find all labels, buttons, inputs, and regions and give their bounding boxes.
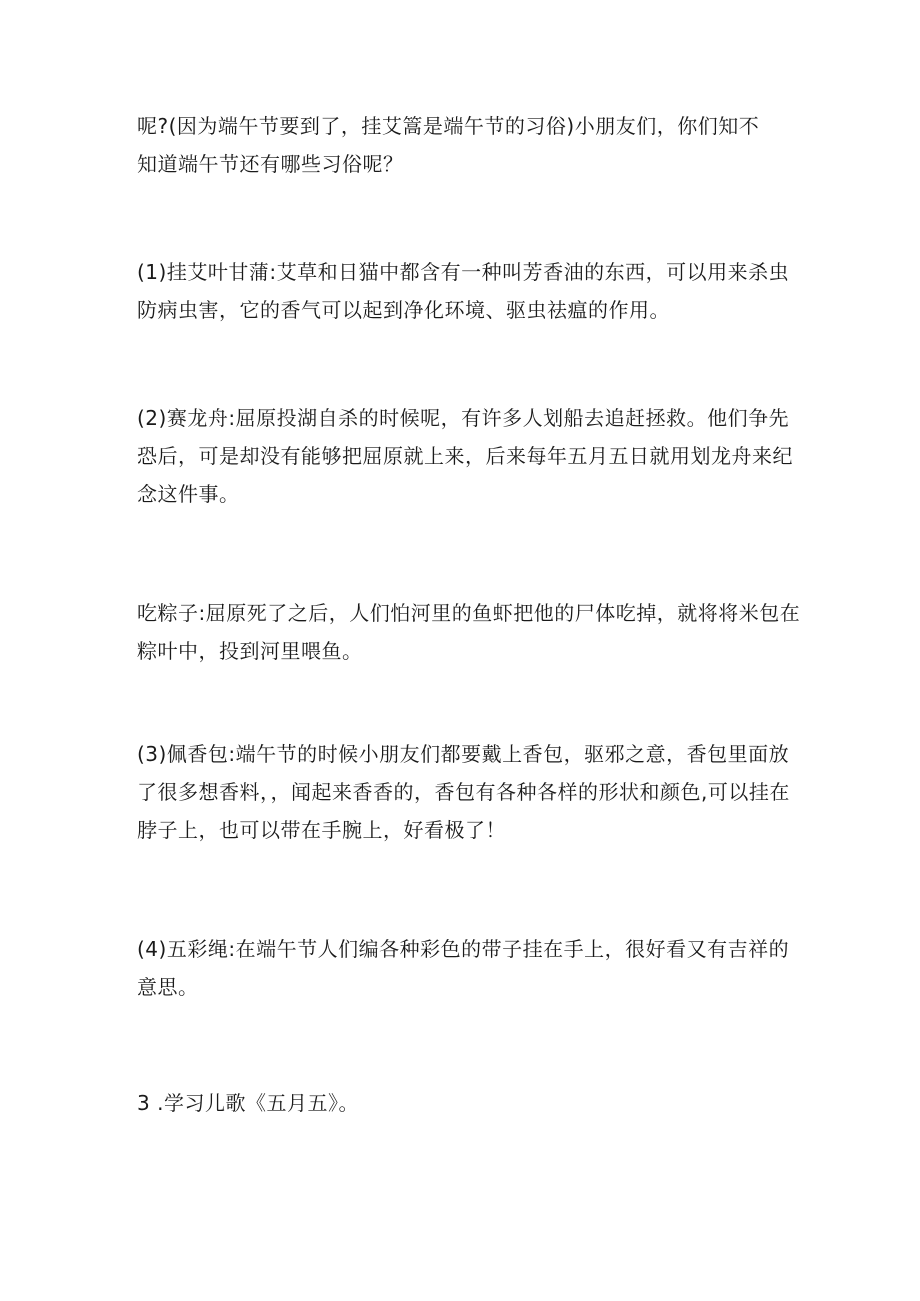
paragraph-line: 脖子上，也可以带在手腕上，好看极了！ (137, 818, 506, 842)
paragraph-line: (3)佩香包:端午节的时候小朋友们都要戴上香包，驱邪之意，香包里面放 (137, 742, 790, 766)
custom-dragon-boat-paragraph (137, 399, 797, 513)
paragraph-line: (2)赛龙舟:屈原投湖自杀的时候呢，有许多人划船去追赶拯救。他们争先 (137, 406, 790, 430)
paragraph-line: (1)挂艾叶甘蒲:艾草和日猫中都含有一种叫芳香油的东西，可以用来杀虫 (137, 260, 790, 284)
paragraph-line: 意思。 (137, 975, 199, 999)
custom-five-color-rope-paragraph (137, 930, 797, 1006)
custom-zongzi-paragraph (137, 594, 801, 670)
paragraph-line: 知道端午节还有哪些习俗呢？ (137, 152, 404, 176)
paragraph-line: 恐后，可是却没有能够把屈原就上来，后来每年五月五日就用划龙舟来纪 (137, 444, 793, 468)
intro-paragraph (137, 107, 797, 183)
paragraph-line: 呢?(因为端午节要到了，挂艾篙是端午节的习俗)小朋友们，你们知不 (137, 114, 760, 138)
paragraph-line: (4)五彩绳:在端午节人们编各种彩色的带子挂在手上，很好看又有吉祥的 (137, 937, 790, 961)
paragraph-line: 念这件事。 (137, 482, 240, 506)
section-heading: 3 .学习儿歌《五月五》。 (137, 1091, 359, 1115)
paragraph-line: 吃粽子:屈原死了之后，人们怕河里的鱼虾把他的尸体吃掉，就将将米包在 (137, 601, 801, 625)
custom-mugwort-paragraph (137, 253, 797, 329)
custom-sachet-paragraph (137, 735, 797, 849)
paragraph-line: 防病虫害，它的香气可以起到净化环境、驱虫祛瘟的作用。 (137, 298, 670, 322)
paragraph-line: 了很多想香料，，闻起来香香的，香包有各种各样的形状和颜色,可以挂在 (137, 780, 790, 804)
section-heading-nursery-rhyme (137, 1084, 797, 1122)
paragraph-line: 粽叶中，投到河里喂鱼。 (137, 639, 363, 663)
